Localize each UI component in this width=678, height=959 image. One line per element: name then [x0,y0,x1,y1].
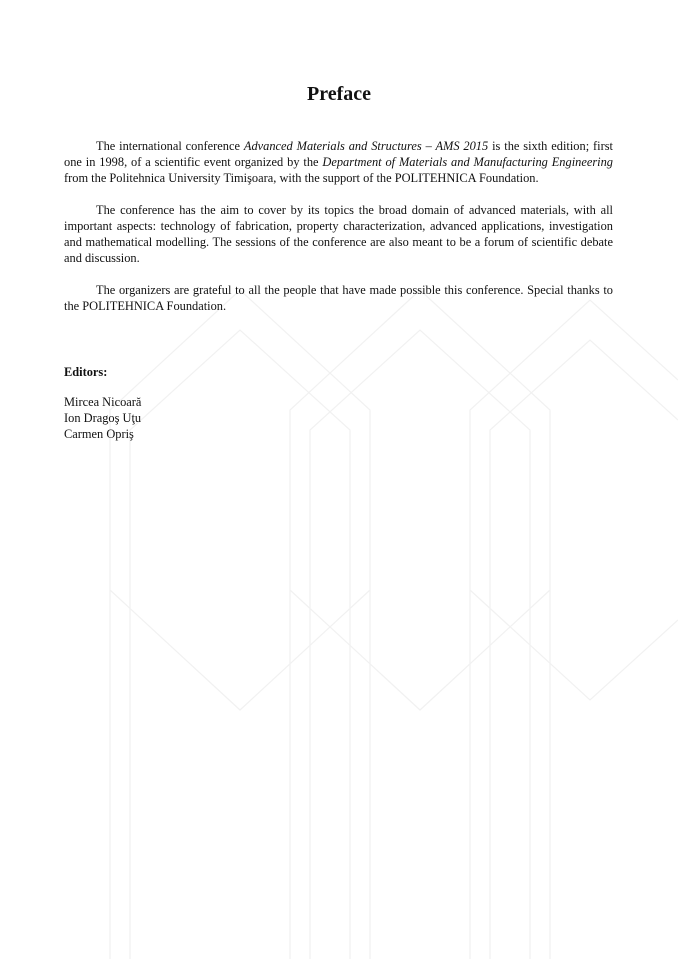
department-name: Department of Materials and Manufacturing Engineering [322,155,613,169]
editors-heading: Editors: [64,365,108,379]
paragraph-1-text: The international conference [96,139,244,153]
paragraph-3 [64,282,613,314]
paragraph-2-text: The conference has the aim to cover by its topics the broad domain of advanced materials, with all important aspects: technology of fabrication, property characterization, advanced applications, investigation and mathematical modelling. The sessions of the conference are also meant to be a forum of scientific debate and discussion. [64,203,613,265]
page-title: Preface [306,83,372,105]
editor-name: Ion Dragoş Uţu [64,411,142,425]
conference-name: Advanced Materials and Structures – AMS 2015 [243,139,489,153]
paragraph-1-text: from the Politehnica University Timişoara, with the support of the POLITEHNICA Foundation. [64,171,539,185]
editor-name: Carmen Opriş [64,427,134,441]
editor-name: Mircea Nicoară [64,395,142,409]
preface-body [64,138,613,330]
paragraph-3-text: The organizers are grateful to all the people that have made possible this conference. Special thanks to the POLITEHNICA Foundation. [64,283,613,313]
paragraph-1-text: is the sixth edition; first one in 1998, of a scientific event organized by the [64,139,613,169]
paragraph-1 [64,138,613,186]
editors-section [64,364,141,442]
paragraph-2 [64,202,613,266]
